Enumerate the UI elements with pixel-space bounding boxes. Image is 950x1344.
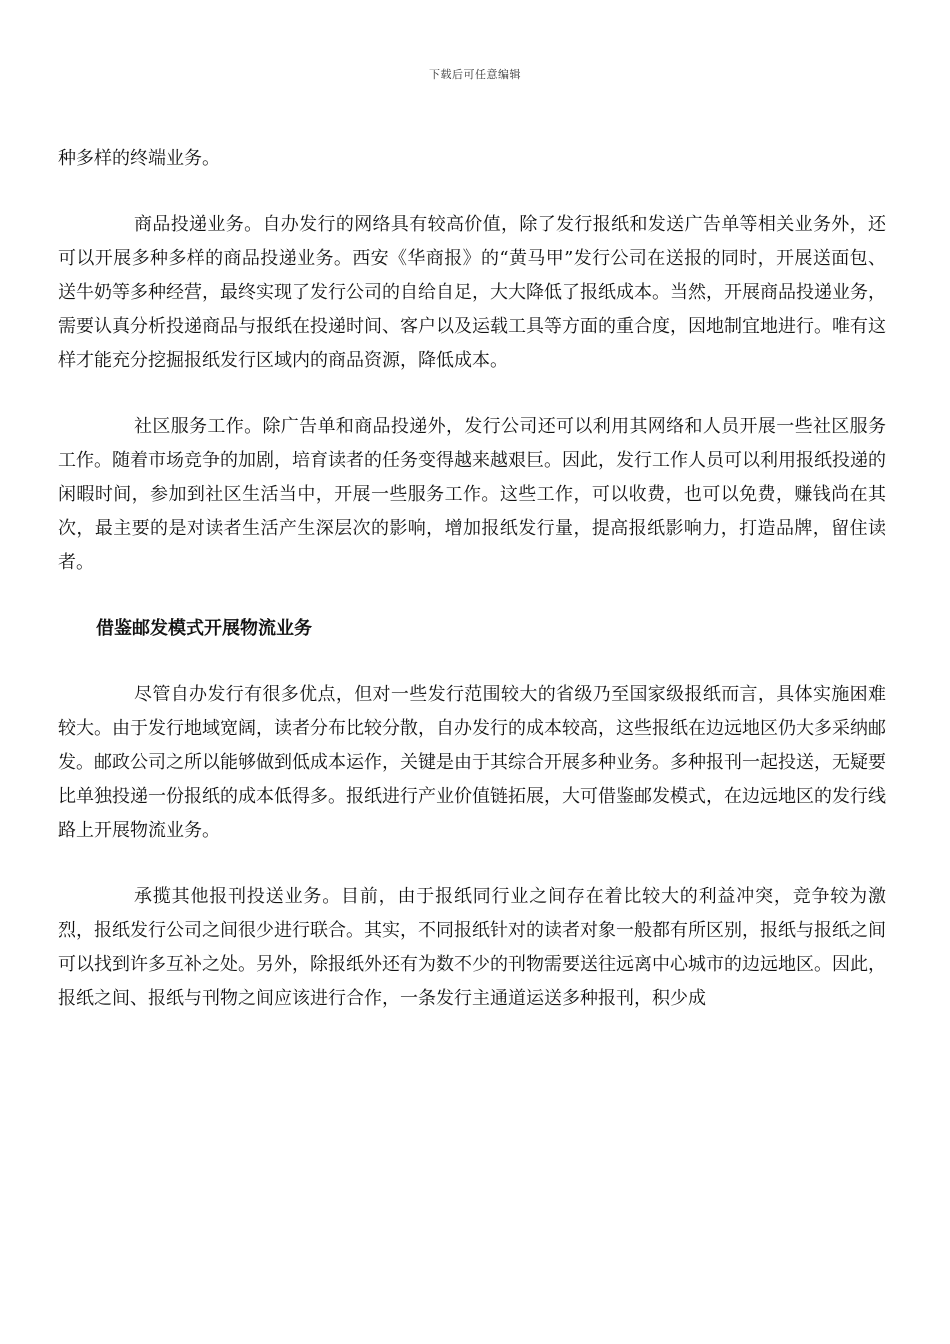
paragraph-community-service: 社区服务工作。除广告单和商品投递外，发行公司还可以利用其网络和人员开展一些社区服务工作。随着市场竞争的加剧，培育读者的任务变得越来越艰巨。因此，发行工作人员可以利用报纸投递的闲暇时间，参加到社区生活当中，开展一些服务工作。这些工作，可以收费，也可以免费，赚钱尚在其次，最主要的是对读者生活产生深层次的影响，增加报纸发行量，提高报纸影响力，打造品牌，留住读者。 — [58, 416, 886, 573]
paragraph-other-publications: 承揽其他报刊投送业务。目前，由于报纸同行业之间存在着比较大的利益冲突，竞争较为激烈，报纸发行公司之间很少进行联合。其实，不同报纸针对的读者对象一般都有所区别，报纸与报纸之间可以找到许多互补之处。另外，除报纸外还有为数不少的刊物需要送往远离中心城市的边远地区。因此，报纸之间、报纸与刊物之间应该进行合作，一条发行主通道运送多种报刊，积少成 — [58, 886, 886, 1009]
paragraph-gap — [58, 646, 886, 678]
paragraph-gap — [58, 848, 886, 880]
paragraph-product-delivery: 商品投递业务。自办发行的网络具有较高价值，除了发行报纸和发送广告单等相关业务外，还可以开展多种多样的商品投递业务。西安《华商报》的“黄马甲”发行公司在送报的同时，开展送面包、送牛奶等多种经营，最终实现了发行公司的自给自足，大大降低了报纸成本。当然，开展商品投递业务，需要认真分析投递商品与报纸在投递时间、客户以及运载工具等方面的重合度，因地制宜地进行。唯有这样才能充分挖掘报纸发行区域内的商品资源，降低成本。 — [58, 214, 886, 371]
document-body — [58, 142, 886, 1016]
page-header: 下载后可任意编辑 — [429, 68, 521, 81]
paragraph-gap — [58, 176, 886, 208]
paragraph-continuation: 种多样的终端业务。 — [58, 148, 220, 169]
paragraph-gap — [58, 378, 886, 410]
section-heading: 借鉴邮发模式开展物流业务 — [96, 618, 312, 639]
paragraph-gap — [58, 580, 886, 612]
paragraph-postal-model: 尽管自办发行有很多优点，但对一些发行范围较大的省级乃至国家级报纸而言，具体实施困难较大。由于发行地域宽阔，读者分布比较分散，自办发行的成本较高，这些报纸在边远地区仍大多采纳邮发。邮政公司之所以能够做到低成本运作，关键是由于其综合开展多种业务。多种报刊一起投送，无疑要比单独投递一份报纸的成本低得多。报纸进行产业价值链拓展，大可借鉴邮发模式，在边远地区的发行线路上开展物流业务。 — [58, 684, 886, 841]
